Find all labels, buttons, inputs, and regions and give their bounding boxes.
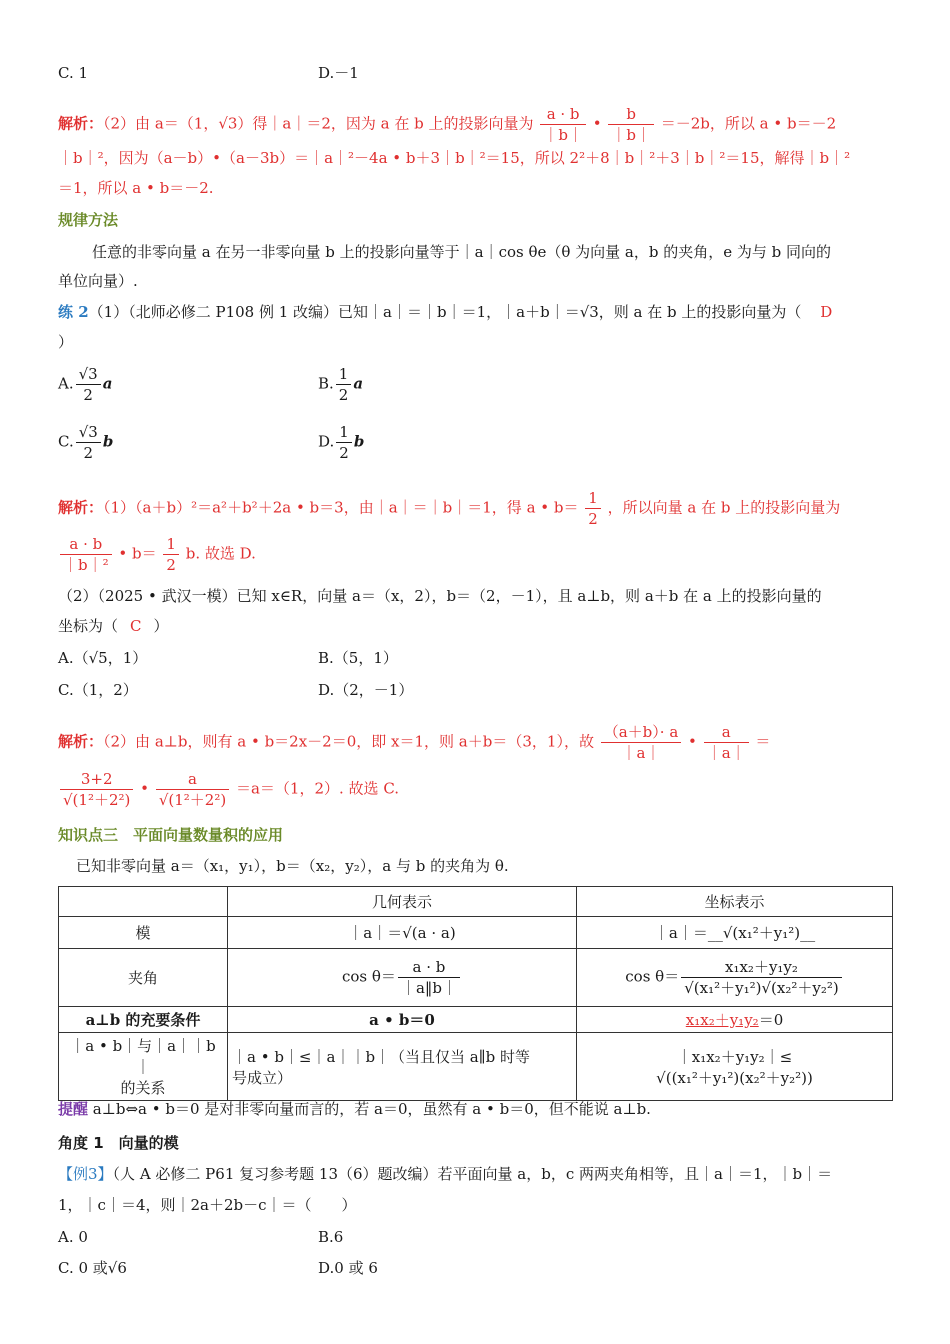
q2-text1: （2）（2025 • 武汉一模）已知 x∈R，向量 a＝（x，2），b＝（2，－1），且 a⊥b，则 a＋b 在 a 上的投影向量的 [58,587,822,605]
practice2-option-b: B. $\frac{1}{2}$ a [318,365,364,404]
table-header-row [59,887,893,917]
solution3-line2: $\frac{3+2}{\text{√(1²＋2²)}}$ • $\frac{a}{\text{√(1²＋2²)}}$ ＝a＝（1，2）. 故选 C. [58,769,399,810]
practice2-option-a: A. $\frac{√3}{2}$ a [58,365,113,404]
option-d-top: D.－1 [318,64,359,82]
solution3-line1: 解析：（2）由 a⊥b，则有 a • b＝2x－2＝0，即 x＝1，则 a＋b＝（3，1），故 $\frac{(a+b)\cdot a}{|a|}$ • $\frac{a}{|a|}$ ＝ [58,723,771,762]
rule-text1: 任意的非零向量 a 在另一非零向量 b 上的投影向量等于｜a｜cos θe（θ 为向量 a，b 的夹角，e 为与 b 同向的 [92,243,832,261]
kp3-intro: 已知非零向量 a＝（x₁，y₁），b＝（x₂，y₂），a 与 b 的夹角为 θ. [76,857,509,875]
table-row: 夹角 cos θ＝ $\frac{a \cdot b}{|a‖b|}$ cos θ＝ $\frac{\text{x₁x₂＋y₁y₂}}{\text{√(x₁²＋y₁²)√(x₂²＋y₂²)}}$ [59,949,893,1007]
angle1-heading: 角度 1 向量的模 [58,1134,179,1152]
q2-text2: 坐标为（ C ） [58,617,169,635]
option-c-top: C. 1 [58,64,89,82]
example3-option-b: B.6 [318,1228,344,1246]
practice2-close: ） [58,333,74,351]
table-header-empty [59,887,228,917]
solution2-line2: $\frac{a \cdot b}{\text{｜b｜²}}$ • b＝ $\frac{1}{2}$ b. 故选 D. [58,534,256,575]
kp3-table [58,886,893,1101]
solution1-line3: ＝1，所以 a • b＝－2. [58,179,214,197]
example3-option-c: C. 0 或√6 [58,1259,127,1277]
practice2-option-d: D. $\frac{1}{2}$ b [318,423,365,462]
table-header-geo: 几何表示 [228,887,577,917]
table-header-coord: 坐标表示 [577,887,893,917]
practice2-option-c: C. $\frac{√3}{2}$ b [58,423,114,462]
kp3-heading: 知识点三 平面向量数量积的应用 [58,826,284,844]
solution1-frac1: $\frac{a \cdot b}{|b|}$ [540,104,586,145]
solution1-frac2: $\frac{b}{|b|}$ [608,104,654,145]
solution2-line1: 解析：（1）（a＋b）²＝a²＋b²＋2a • b＝3，由｜a｜＝｜b｜＝1，得 a • b＝ $\frac{1}{2}$ ，所以向量 a 在 b 上的投影向量为 [58,489,841,528]
q2-option-d: D.（2，－1） [318,681,414,699]
rule-heading: 规律方法 [58,211,119,229]
example3-option-d: D.0 或 6 [318,1259,378,1277]
solution1-line1: 解析：（2）由 a＝（1，√3）得｜a｜＝2，因为 a 在 b 上的投影向量为 $\frac{a \cdot b}{|b|}$ • $\frac{b}{|b|}$ ＝－2b，所以 a • b＝－2 [58,105,837,144]
table-row: ｜a • b｜与｜a｜｜b｜ 的关系 ｜a • b｜≤｜a｜｜b｜（当且仅当 a∥b 时等 号成立） ｜x₁x₂＋y₁y₂｜≤ √((x₁²＋y₁²)(x₂²＋y₂²)) [59,1033,893,1101]
example3-text2: 1，｜c｜＝4，则｜2a＋2b－c｜＝（ ） [58,1196,357,1214]
table-row: 模 ｜a｜＝√(a · a) ｜a｜＝__√(x₁²＋y₁²)__ [59,917,893,949]
example3-option-a: A. 0 [58,1228,88,1246]
remind-line: 提醒 a⊥b⇔a • b＝0 是对非零向量而言的，若 a＝0，虽然有 a • b＝0，但不能说 a⊥b. [58,1100,651,1118]
example3-text1: 【例3】（人 A 必修二 P61 复习参考题 13（6）题改编）若平面向量 a，b，c 两两夹角相等，且｜a｜＝1，｜b｜＝ [58,1165,833,1183]
table-row: a⊥b 的充要条件 a • b＝0 x₁x₂＋y₁y₂＝0 [59,1007,893,1033]
rule-text2: 单位向量）. [58,272,138,290]
q2-option-b: B.（5，1） [318,649,398,667]
q2-option-c: C.（1，2） [58,681,138,699]
q2-option-a: A.（√5，1） [58,649,148,667]
practice2-question: 练 2（1）（北师必修二 P108 例 1 改编）已知｜a｜＝｜b｜＝1，｜a＋b｜＝√3，则 a 在 b 上的投影向量为（ D [58,303,833,321]
solution1-line2: ｜b｜²，因为（a－b）•（a－3b）＝｜a｜²－4a • b＋3｜b｜²＝15，所以 2²＋8｜b｜²＋3｜b｜²＝15，解得｜b｜² [58,149,851,167]
